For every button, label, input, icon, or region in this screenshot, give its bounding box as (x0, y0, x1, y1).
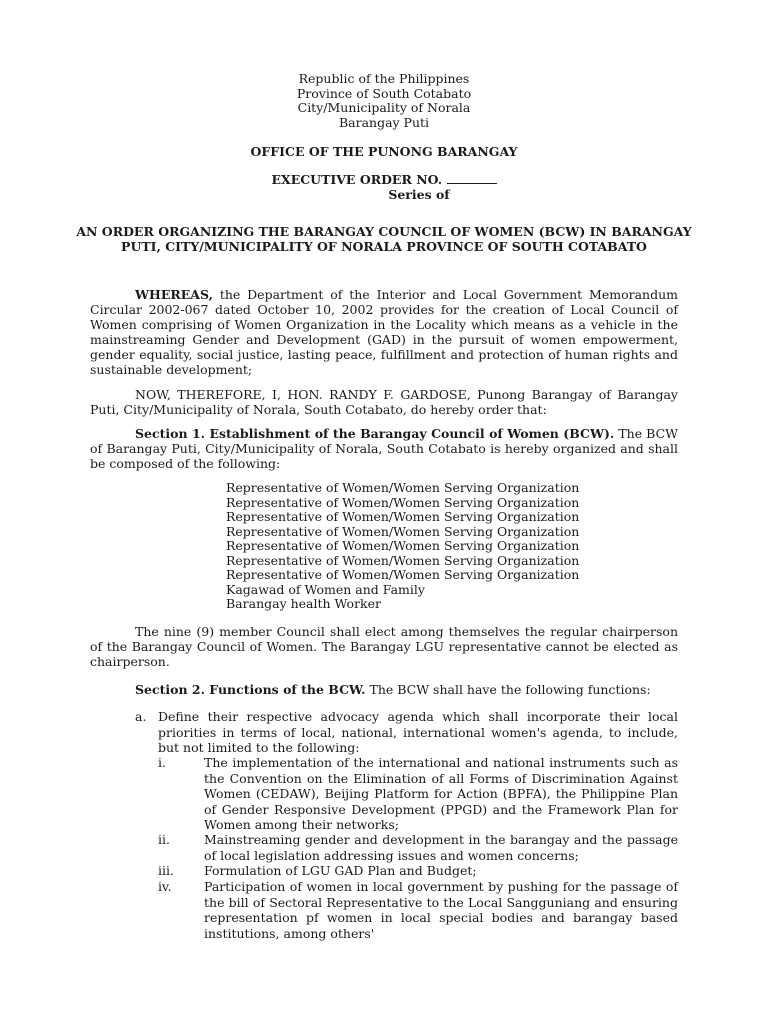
whereas-label: WHEREAS, (135, 287, 213, 302)
list-item: Representative of Women/Women Serving Organization (226, 509, 580, 524)
item-a-marker: a. (135, 709, 147, 724)
office-title: OFFICE OF THE PUNONG BARANGAY (250, 144, 518, 159)
list-item: Representative of Women/Women Serving Organization (226, 480, 580, 495)
barangay-line: Barangay Puti (338, 114, 430, 130)
council-member-list (226, 481, 579, 612)
city-line: City/Municipality of Norala (297, 100, 471, 115)
list-item: Kagawad of Women and Family (226, 581, 425, 597)
republic-line: Republic of the Philippines (298, 71, 470, 86)
subitem-iii-marker: iii. (158, 863, 174, 878)
list-item: Representative of Women/Women Serving Organization (226, 567, 580, 582)
subitem-i-marker: i. (158, 755, 166, 770)
eo-label: EXECUTIVE ORDER NO. (271, 172, 443, 187)
order-title-line2: PUTI, CITY/MUNICIPALITY OF NORALA PROVINCE OF SOUTH COTABATO (121, 238, 647, 254)
subitem-ii-marker: ii. (158, 832, 170, 847)
section2-paragraph (90, 682, 678, 697)
list-item: Representative of Women/Women Serving Organization (226, 523, 580, 539)
whereas-paragraph (90, 287, 678, 377)
section2-heading: Section 2. Functions of the BCW. (135, 682, 366, 697)
order-title-line1: AN ORDER ORGANIZING THE BARANGAY COUNCIL OF WOMEN (BCW) IN BARANGAY (76, 224, 692, 239)
now-therefore-paragraph: NOW, THEREFORE, I, HON. RANDY F. GARDOSE, Punong Barangay of Barangay Puti, City/Municipality of Norala, South Cotabato, do hereby order that: (90, 387, 678, 417)
series-label: Series of (388, 187, 450, 202)
eo-number-blank (447, 173, 497, 184)
list-item: Representative of Women/Women Serving Organization (226, 494, 580, 510)
list-item: Barangay health Worker (226, 596, 381, 611)
subitem-iv-marker: iv. (158, 879, 172, 894)
subitem-iv-text: Participation of women in local government by pushing for the passage of the bill of Sectoral Representative to the Local Sangguniang and ensuring representation pf women in local special bodies and barangay based institutions, among others' (204, 879, 678, 941)
executive-order-number (0, 173, 768, 188)
province-line: Province of South Cotabato (296, 85, 472, 101)
list-item: Representative of Women/Women Serving Organization (226, 552, 580, 568)
council-election-paragraph: The nine (9) member Council shall elect among themselves the regular chairperson of the Barangay Council of Women. The Barangay LGU representative cannot be elected as chairperson. (90, 624, 678, 669)
section1-text: The BCW of Barangay Puti, City/Municipality of Norala, South Cotabato is hereby organized and shall be composed of the following: (90, 426, 678, 471)
series-line (0, 188, 768, 203)
subitem-iii-text: Formulation of LGU GAD Plan and Budget; (204, 863, 477, 878)
section1-paragraph (90, 426, 678, 471)
subitem-ii-text: Mainstreaming gender and development in the barangay and the passage of local legislation addressing issues and women concerns; (204, 832, 678, 863)
subitem-i-text: The implementation of the international and national instruments such as the Convention on the Elimination of all Forms of Discrimination Against Women (CEDAW), Beijing Platform for Action (BPFA), the Philippine Plan of Gender Responsive Development (PPGD) and the Framework Plan for Women among their networks; (204, 755, 678, 832)
item-a-text: Define their respective advocacy agenda which shall incorporate their local priorities in terms of local, national, international women's agenda, to include, but not limited to the following: (158, 709, 678, 755)
section1-heading: Section 1. Establishment of the Barangay Council of Women (BCW). (135, 426, 615, 441)
list-item: Representative of Women/Women Serving Organization (226, 538, 580, 553)
section2-text: The BCW shall have the following functions: (369, 682, 651, 697)
order-title (0, 225, 768, 254)
letterhead (0, 72, 768, 130)
whereas-text: the Department of the Interior and Local Government Memorandum Circular 2002-067 dated October 10, 2002 provides for the creation of Local Council of Women comprising of Women Organization in the Locality which means as a vehicle in the mainstreaming Gender and Development (GAD) in the pursuit of women empowerment, gender equality, social justice, lasting peace, fulfillment and protection of human rights and sustainable development; (90, 287, 678, 377)
